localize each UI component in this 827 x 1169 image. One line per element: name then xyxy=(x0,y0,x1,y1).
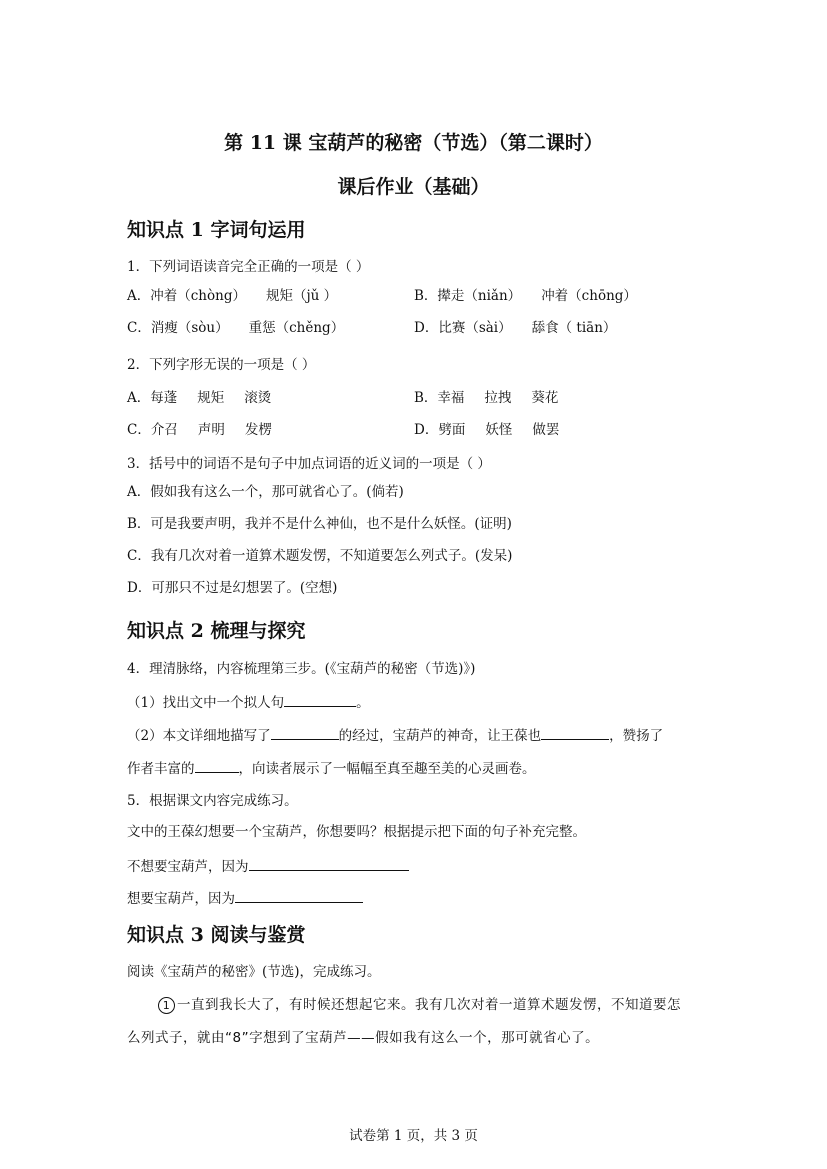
reading-paragraph-line-1: 1 一直到我长大了，有时候还想起它来。我有几次对着一道算术题发愣，不知道要怎 xyxy=(158,996,681,1014)
q1-option-d: D．比赛（sài） 舔食（ tiān） xyxy=(414,320,617,336)
reading-paragraph-line-2: 么列式子，就由“8”字想到了宝葫芦——假如我有这么一个，那可就省心了。 xyxy=(127,1030,600,1046)
q3-option-d: D．可那只不过是幻想罢了。(空想) xyxy=(127,580,338,596)
question-4-stem: 4．理清脉络，内容梳理第三步。(《宝葫芦的秘密（节选)》) xyxy=(127,661,476,677)
q4-blank-3[interactable] xyxy=(541,725,609,740)
q1-option-a: A．冲着（chòng） 规矩（jǔ ） xyxy=(127,288,338,304)
q4-part-2: （2）本文详细地描写了 的经过，宝葫芦的神奇，让王葆也 ，赞扬了 xyxy=(127,725,663,745)
question-1-stem: 1．下列词语读音完全正确的一项是（ ） xyxy=(127,259,370,275)
page-footer: 试卷第 1 页，共 3 页 xyxy=(349,1128,478,1144)
q3-option-a: A．假如我有这么一个，那可就省心了。(倘若) xyxy=(127,484,404,500)
q1-option-b: B．撵走（niǎn） 冲着（chōng） xyxy=(414,288,637,304)
q4-blank-2[interactable] xyxy=(271,725,339,740)
q3-option-b: B．可是我要声明，我并不是什么神仙，也不是什么妖怪。(证明) xyxy=(127,516,512,532)
q5-no-line: 不想要宝葫芦，因为 xyxy=(127,856,409,876)
question-3-stem: 3．括号中的词语不是句子中加点词语的近义词的一项是（ ） xyxy=(127,456,491,472)
q1-option-c: C．消瘦（sòu） 重惩（chěng） xyxy=(127,320,345,336)
section-heading-1: 知识点 1 字词句运用 xyxy=(127,219,306,241)
q2-option-b: B．幸福 拉拽 葵花 xyxy=(414,390,559,406)
q4-part-2-cont: 作者丰富的 ，向读者展示了一幅幅至真至趣至美的心灵画卷。 xyxy=(127,758,536,778)
section-heading-3: 知识点 3 阅读与鉴赏 xyxy=(127,924,306,946)
homework-subtitle: 课后作业（基础） xyxy=(337,176,490,198)
lesson-title: 第 11 课 宝葫芦的秘密（节选）（第二课时） xyxy=(224,132,603,154)
question-5-stem: 5．根据课文内容完成练习。 xyxy=(127,793,298,809)
question-2-stem: 2．下列字形无误的一项是（ ） xyxy=(127,357,316,373)
q5-prompt: 文中的王葆幻想要一个宝葫芦，你想要吗？根据提示把下面的句子补充完整。 xyxy=(127,824,586,840)
q4-part-1: （1）找出文中一个拟人句 。 xyxy=(127,692,370,712)
q5-blank-no[interactable] xyxy=(249,856,409,871)
q2-option-c: C．介召 声明 发楞 xyxy=(127,422,272,438)
q4-blank-1[interactable] xyxy=(284,692,356,707)
q2-option-a: A．每蓬 规矩 滚烫 xyxy=(127,390,272,406)
q5-yes-line: 想要宝葫芦，因为 xyxy=(127,888,363,908)
q2-option-d: D．劈面 妖怪 做罢 xyxy=(414,422,560,438)
q3-option-c: C．我有几次对着一道算术题发愣，不知道要怎么列式子。(发呆) xyxy=(127,548,513,564)
q5-blank-yes[interactable] xyxy=(235,888,363,903)
q4-blank-4[interactable] xyxy=(195,758,239,773)
paragraph-number-badge: 1 xyxy=(158,997,175,1014)
section-heading-2: 知识点 2 梳理与探究 xyxy=(127,620,306,642)
reading-intro: 阅读《宝葫芦的秘密》(节选)，完成练习。 xyxy=(127,964,381,980)
